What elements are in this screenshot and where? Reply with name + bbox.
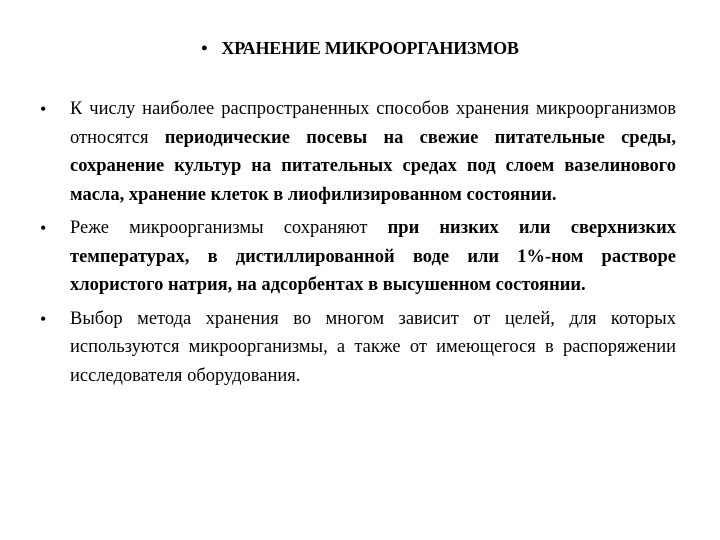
bullet-item-rare-methods: [40, 214, 676, 300]
bullet-text: Выбор метода хранения во многом зависит от целей, для которых используются микроорганизмы, а также от имеющегося в распоряжении исследователя оборудования.: [70, 308, 676, 386]
bullet-list: [40, 95, 676, 395]
bullet-marker: •: [40, 99, 47, 119]
bullet-item-storage-methods: [40, 95, 676, 209]
bullet-item-method-choice: [40, 305, 676, 391]
bullet-bold-text: при низких или сверхнизких температурах, в дистиллированной воде или 1%-ном растворе хлористого натрия, на адсорбентах в высушенном состоянии.: [70, 218, 677, 295]
bullet-marker: •: [40, 308, 47, 329]
bullet-text: Реже микроорганизмы сохраняют: [70, 218, 388, 238]
bullet-text: К числу наиболее распространенных способов хранения микроорганизмов относятся: [70, 99, 676, 148]
title-bullet: •: [201, 38, 208, 58]
bullet-bold-text: периодические посевы на свежие питательные среды, сохранение культур на питательных средах под слоем вазелинового масла, хранение клеток в лиофилизированном состоянии.: [70, 127, 676, 205]
bullet-marker: •: [40, 218, 47, 238]
slide-title-row: [0, 36, 720, 60]
slide-title: ХРАНЕНИЕ МИКРООРГАНИЗМОВ: [221, 38, 519, 58]
